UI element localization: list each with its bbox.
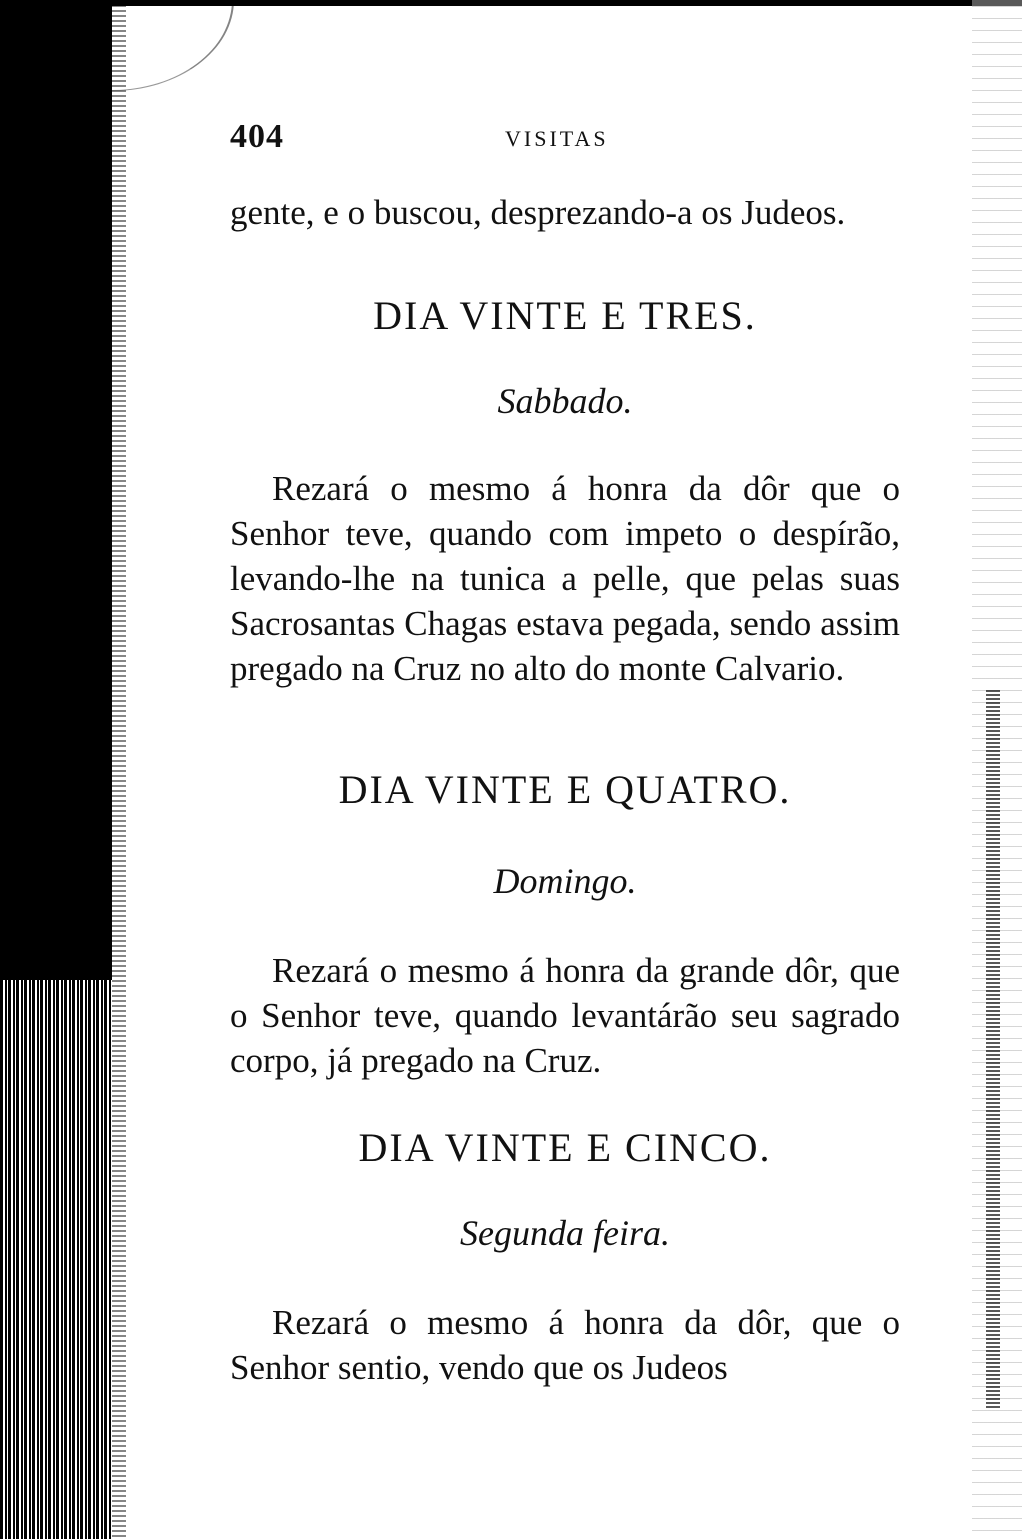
page-gutter-edge [112, 0, 126, 1539]
section-day-3: Segunda feira. [460, 1213, 670, 1253]
section-paragraph-1: Rezará o mesmo á honra da dôr que o Senhor teve, quando com impeto o despírão, levando-lhe na tunica a pelle, que pelas suas Sacrosantas Chagas estava pegada, sendo assim pregado na Cruz no alto do monte Calvario. [230, 469, 900, 688]
section-day-1: Sabbado. [497, 381, 633, 421]
running-head: VISITAS [505, 126, 609, 151]
page-top-border [112, 0, 1022, 6]
section-heading-2: DIA VINTE E QUATRO. [338, 767, 792, 812]
section-paragraph-3: Rezará o mesmo á honra da dôr, que o Senhor sentio, vendo que os Judeos [230, 1303, 900, 1387]
page-right-binding-marks [986, 690, 1000, 1410]
page-number: 404 [230, 118, 284, 155]
section-heading-1: DIA VINTE E TRES. [373, 293, 757, 338]
page-header [230, 118, 910, 158]
continuation-paragraph: gente, e o buscou, desprezando-a os Judeos. [230, 193, 846, 232]
section-day-2: Domingo. [493, 861, 637, 901]
section-paragraph-2: Rezará o mesmo á honra da grande dôr, que o Senhor teve, quando levantárão seu sagrado corpo, já pregado na Cruz. [230, 951, 900, 1080]
page-corner-curl [112, 0, 234, 91]
section-heading-3: DIA VINTE E CINCO. [358, 1125, 772, 1170]
book-spine-edge-lines [0, 980, 112, 1539]
